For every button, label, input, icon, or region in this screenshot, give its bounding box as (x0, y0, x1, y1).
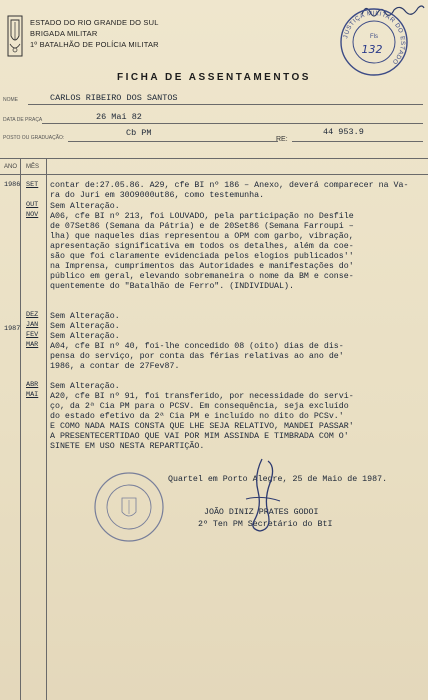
header-battalion: 1º BATALHÃO DE POLÍCIA MILITAR (30, 40, 159, 49)
month-mark: ABR (26, 381, 39, 389)
re-rule (292, 141, 423, 142)
coat-of-arms-icon (6, 14, 24, 58)
page-title: FICHA DE ASSENTAMENTOS (117, 72, 311, 83)
year-column-divider (20, 158, 21, 700)
signer-name: JOÃO DINIZ PRATES GODOI (204, 508, 319, 517)
month-mark: MAI (26, 391, 39, 399)
rank-label: POSTO OU GRADUAÇÃO: (3, 135, 65, 141)
record-line: contar de:27.05.86. A29, cfe BI nº 186 – Anexo, deverá comparecer na Va- (50, 181, 409, 190)
record-line: A06, cfe BI nº 213, foi LOUVADO, pela participação no Desfile (50, 212, 354, 221)
year-mark: 1986 (4, 181, 21, 189)
month-mark: MAR (26, 341, 39, 349)
record-line: Sem Alteração. (50, 312, 120, 321)
record-line: Sem Alteração. (50, 202, 120, 211)
record-line: público em geral, elevando sobremaneira o nome da BM e conse- (50, 272, 354, 281)
table-header-rule (0, 174, 428, 175)
rank-rule (68, 141, 278, 142)
record-line: Sem Alteração. (50, 322, 120, 331)
record-line: apresentação significativa em todos os detalhes, além da coe- (50, 242, 354, 251)
stamp-ring-text: JUSTIÇA MILITAR DO ESTADO (342, 9, 407, 66)
month-mark: NOV (26, 211, 39, 219)
record-line: ço, da 2ª Cia PM para o PCSV. Em consequência, seja excluído (50, 402, 349, 411)
record-line: SINETE EM USO NESTA REPARTIÇÃO. (50, 442, 205, 451)
handwritten-signature (232, 455, 292, 535)
record-line: de 07Set86 (Semana da Pátria) e de 20Set86 (Semana Farroupi – (50, 222, 354, 231)
record-line: A PRESENTECERTIDAO QUE VAI POR MIM ASSINDA E TIMBRADA COM O' (50, 432, 349, 441)
record-line: 1986, a contar de 27Fev87. (50, 362, 180, 371)
month-mark: DEZ (26, 311, 39, 319)
name-rule (28, 104, 423, 105)
record-line: Sem Alteração. (50, 382, 120, 391)
month-mark: FEV (26, 331, 39, 339)
place-date-line: Quartel em Porto Alegre, 25 de Maio de 1987. (168, 475, 388, 484)
month-mark: OUT (26, 201, 39, 209)
year-mark: 1987 (4, 325, 21, 333)
record-line: pensa do serviço, por conta das férias relativas ao ano de' (50, 352, 344, 361)
month-column-header: MÊS (26, 164, 40, 170)
record-line: do estado efetivo da 2ª Cia PM e incluído no dito do PCSv.' (50, 412, 344, 421)
record-line: E COMO NADA MAIS CONSTA QUE LHE SEJA RELATIVO, MANDEI PASSAR' (50, 422, 354, 431)
month-mark: SET (26, 181, 39, 189)
battalion-seal-stamp (92, 470, 166, 544)
record-line: são que foi claramente evidenciada pelos elogios publicados'' (50, 252, 354, 261)
record-line: na Imprensa, cumprimentos das Autoridades e manifestações do' (50, 262, 354, 271)
record-line: ra do Juri em 30O9000ut86, como testemunha. (50, 191, 265, 200)
record-line: Sem Alteração. (50, 332, 120, 341)
record-line: A20, cfe BI nº 91, foi transferido, por necessidade do servi- (50, 392, 354, 401)
stamp-label: Fls (370, 34, 378, 40)
record-line: lha) que naqueles dias representou a OPM com garbo, vibração, (50, 232, 354, 241)
name-value: CARLOS RIBEIRO DOS SANTOS (50, 93, 178, 103)
enlistment-date-value: 26 Mai 82 (96, 112, 142, 122)
record-line: quentemente do "Batalhão de Ferro". (INDIVIDUAL). (50, 282, 294, 291)
header-state: ESTADO DO RIO GRANDE DO SUL (30, 18, 159, 27)
name-label: NOME (3, 97, 18, 103)
table-top-rule (0, 158, 428, 159)
year-column-header: ANO (4, 164, 18, 170)
rank-value: Cb PM (126, 128, 152, 138)
header-brigade: BRIGADA MILITAR (30, 29, 98, 38)
enlistment-date-label: DATA DE PRAÇA (3, 117, 43, 123)
re-label: RE: (276, 136, 288, 143)
record-line: A04, cfe BI nº 40, foi-lhe concedido 08 (oito) dias de dis- (50, 342, 344, 351)
signer-title: 2º Ten PM Secretário do BtI (198, 520, 333, 529)
month-column-divider (46, 158, 47, 700)
re-value: 44 953.9 (323, 127, 364, 137)
month-mark: JAN (26, 321, 39, 329)
court-stamp (338, 6, 410, 78)
stamp-page-number: 132 (361, 43, 383, 56)
date-rule (42, 123, 423, 124)
